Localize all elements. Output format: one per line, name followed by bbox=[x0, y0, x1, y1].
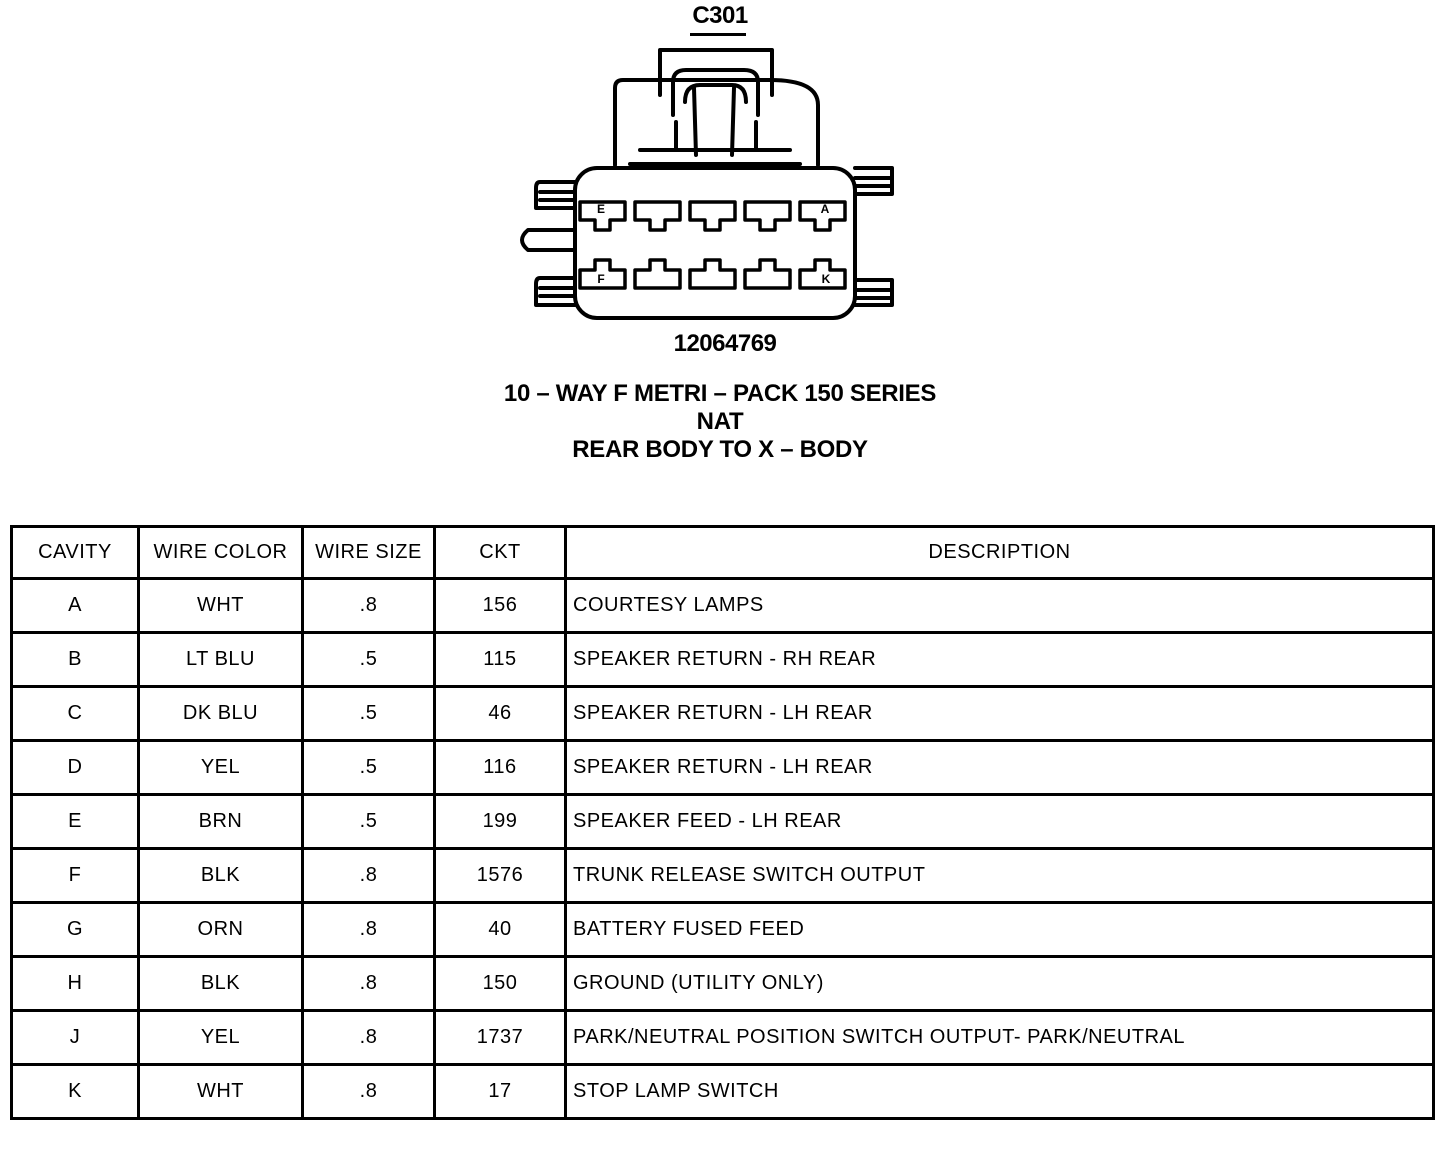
cell-cavity: F bbox=[12, 849, 139, 903]
cell-cavity: K bbox=[12, 1065, 139, 1119]
cell-ckt: 40 bbox=[435, 903, 566, 957]
cell-wire-color: WHT bbox=[139, 579, 303, 633]
header-ckt: CKT bbox=[435, 527, 566, 579]
cell-wire-color: BRN bbox=[139, 795, 303, 849]
cell-cavity: C bbox=[12, 687, 139, 741]
cell-wire-color: YEL bbox=[139, 741, 303, 795]
cell-description: SPEAKER FEED - LH REAR bbox=[566, 795, 1434, 849]
pinout-table bbox=[10, 525, 1435, 1120]
cell-wire-color: DK BLU bbox=[139, 687, 303, 741]
cell-ckt: 17 bbox=[435, 1065, 566, 1119]
cell-ckt: 150 bbox=[435, 957, 566, 1011]
cell-description: SPEAKER RETURN - LH REAR bbox=[566, 741, 1434, 795]
connector-part-number: 12064769 bbox=[673, 330, 777, 357]
cell-cavity: E bbox=[12, 795, 139, 849]
table-row bbox=[12, 957, 1434, 1011]
table-row bbox=[12, 1011, 1434, 1065]
cell-cavity: D bbox=[12, 741, 139, 795]
cavity-label-e: E bbox=[596, 202, 606, 216]
cell-wire-size: .5 bbox=[303, 633, 435, 687]
cell-ckt: 1576 bbox=[435, 849, 566, 903]
cell-cavity: B bbox=[12, 633, 139, 687]
table-row bbox=[12, 633, 1434, 687]
cell-wire-color: BLK bbox=[139, 957, 303, 1011]
cell-wire-color: BLK bbox=[139, 849, 303, 903]
cell-wire-color: YEL bbox=[139, 1011, 303, 1065]
cell-wire-size: .8 bbox=[303, 579, 435, 633]
table-row bbox=[12, 795, 1434, 849]
cell-wire-size: .5 bbox=[303, 741, 435, 795]
cell-wire-size: .8 bbox=[303, 957, 435, 1011]
cell-cavity: H bbox=[12, 957, 139, 1011]
connector-title-line: NAT bbox=[696, 408, 744, 435]
cavity-label-k: K bbox=[821, 272, 831, 286]
cell-wire-color: WHT bbox=[139, 1065, 303, 1119]
cell-description: GROUND (UTILITY ONLY) bbox=[566, 957, 1434, 1011]
header-wire-color: WIRE COLOR bbox=[139, 527, 303, 579]
cell-description: BATTERY FUSED FEED bbox=[566, 903, 1434, 957]
table-row bbox=[12, 579, 1434, 633]
connector-title-line: 10 – WAY F METRI – PACK 150 SERIES bbox=[503, 380, 937, 407]
cell-wire-size: .5 bbox=[303, 687, 435, 741]
connector-id-underline bbox=[690, 33, 746, 36]
cavity-label-a: A bbox=[820, 202, 830, 216]
cell-ckt: 116 bbox=[435, 741, 566, 795]
cell-description: STOP LAMP SWITCH bbox=[566, 1065, 1434, 1119]
connector-latch bbox=[615, 50, 818, 165]
cell-wire-size: .8 bbox=[303, 1011, 435, 1065]
cell-ckt: 199 bbox=[435, 795, 566, 849]
table-row bbox=[12, 1065, 1434, 1119]
connector-id: C301 bbox=[692, 2, 748, 29]
connector-side-rails bbox=[522, 168, 892, 305]
connector-title-line: REAR BODY TO X – BODY bbox=[572, 436, 868, 463]
connector-face-diagram bbox=[500, 40, 900, 330]
cell-description: PARK/NEUTRAL POSITION SWITCH OUTPUT- PARK/NEUTRAL bbox=[566, 1011, 1434, 1065]
cell-wire-size: .8 bbox=[303, 849, 435, 903]
cell-description: COURTESY LAMPS bbox=[566, 579, 1434, 633]
cavity-row-top bbox=[580, 202, 845, 230]
cell-ckt: 1737 bbox=[435, 1011, 566, 1065]
cell-wire-size: .5 bbox=[303, 795, 435, 849]
cell-description: SPEAKER RETURN - RH REAR bbox=[566, 633, 1434, 687]
connector-body bbox=[575, 168, 855, 318]
cell-ckt: 115 bbox=[435, 633, 566, 687]
cell-cavity: A bbox=[12, 579, 139, 633]
table-row bbox=[12, 687, 1434, 741]
table-row bbox=[12, 741, 1434, 795]
cavity-row-bottom bbox=[580, 260, 845, 288]
cavity-label-f: F bbox=[597, 272, 605, 286]
cell-wire-size: .8 bbox=[303, 1065, 435, 1119]
cell-description: SPEAKER RETURN - LH REAR bbox=[566, 687, 1434, 741]
connector-title bbox=[420, 380, 1020, 464]
cell-wire-color: ORN bbox=[139, 903, 303, 957]
header-cavity: CAVITY bbox=[12, 527, 139, 579]
cell-wire-color: LT BLU bbox=[139, 633, 303, 687]
table-row bbox=[12, 903, 1434, 957]
cell-cavity: J bbox=[12, 1011, 139, 1065]
header-description: DESCRIPTION bbox=[566, 527, 1434, 579]
cell-ckt: 156 bbox=[435, 579, 566, 633]
header-wire-size: WIRE SIZE bbox=[303, 527, 435, 579]
table-header-row bbox=[12, 527, 1434, 579]
table-row bbox=[12, 849, 1434, 903]
cell-description: TRUNK RELEASE SWITCH OUTPUT bbox=[566, 849, 1434, 903]
cell-cavity: G bbox=[12, 903, 139, 957]
cell-ckt: 46 bbox=[435, 687, 566, 741]
cell-wire-size: .8 bbox=[303, 903, 435, 957]
